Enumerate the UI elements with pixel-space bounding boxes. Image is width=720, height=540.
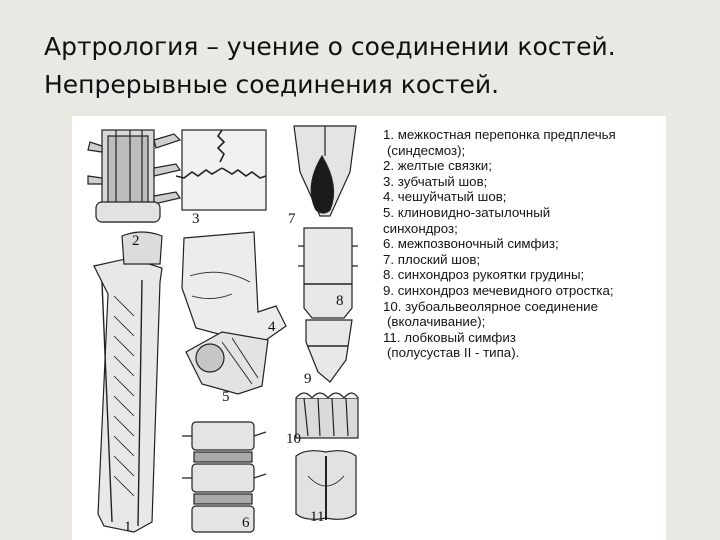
title-line-2: Непрерывные соединения костей. <box>44 70 500 99</box>
legend-line: 8. синхондроз рукоятки грудины; <box>383 267 585 283</box>
legend-line: 7. плоский шов; <box>383 251 481 267</box>
legend-line: 3. зубчатый шов; <box>383 173 488 189</box>
legend-line: (синдесмоз); <box>387 142 466 158</box>
interosseous-membrane-drawing <box>94 232 162 532</box>
pubic-symphysis-drawing <box>296 451 356 520</box>
figure-label-3: 3 <box>192 211 200 227</box>
figure-label-8: 8 <box>336 293 344 309</box>
legend-line: (полусустав II - типа). <box>387 345 520 361</box>
figure-label-11: 11 <box>310 509 325 525</box>
xiphoid-synchondrosis-drawing <box>306 320 352 382</box>
sphenooccipital-synchondrosis-drawing <box>186 332 268 394</box>
title-line-1: Артрология – учение о соединении костей. <box>44 32 616 61</box>
serrated-suture-drawing <box>176 130 266 210</box>
legend-line: 11. лобковый симфиз <box>383 329 516 345</box>
figure-label-2: 2 <box>132 233 140 249</box>
intervertebral-symphysis-drawing <box>182 422 266 532</box>
legend-line: 1. межкостная перепонка предплечья <box>383 127 616 142</box>
figure-label-4: 4 <box>268 319 276 335</box>
legend-line: 10. зубоальвеолярное соединение <box>383 298 598 314</box>
figure-legend <box>383 127 666 361</box>
legend-line: 9. синхондроз мечевидного отростка; <box>383 282 614 298</box>
figure-label-6: 6 <box>242 515 250 531</box>
legend-line: 5. клиновидно-затылочный <box>383 204 551 220</box>
legend-line: 2. желтые связки; <box>383 158 492 174</box>
figure-label-1: 1 <box>124 519 132 535</box>
figure-label-7: 7 <box>288 211 296 227</box>
manubrium-synchondrosis-drawing <box>298 228 358 318</box>
legend-line: 4. чешуйчатый шов; <box>383 189 507 205</box>
slide-title <box>44 28 684 104</box>
flat-suture-drawing <box>294 126 356 216</box>
legend-line: синхондроз; <box>383 220 458 236</box>
figure-label-9: 9 <box>304 371 312 387</box>
gomphosis-drawing <box>296 393 358 438</box>
figure-label-10: 10 <box>286 431 301 447</box>
anatomy-figure-panel <box>72 116 666 540</box>
yellow-ligaments-drawing <box>88 130 180 222</box>
legend-line: 6. межпозвоночный симфиз; <box>383 236 559 252</box>
legend-line: (вколачивание); <box>387 314 486 330</box>
figure-label-5: 5 <box>222 389 230 405</box>
